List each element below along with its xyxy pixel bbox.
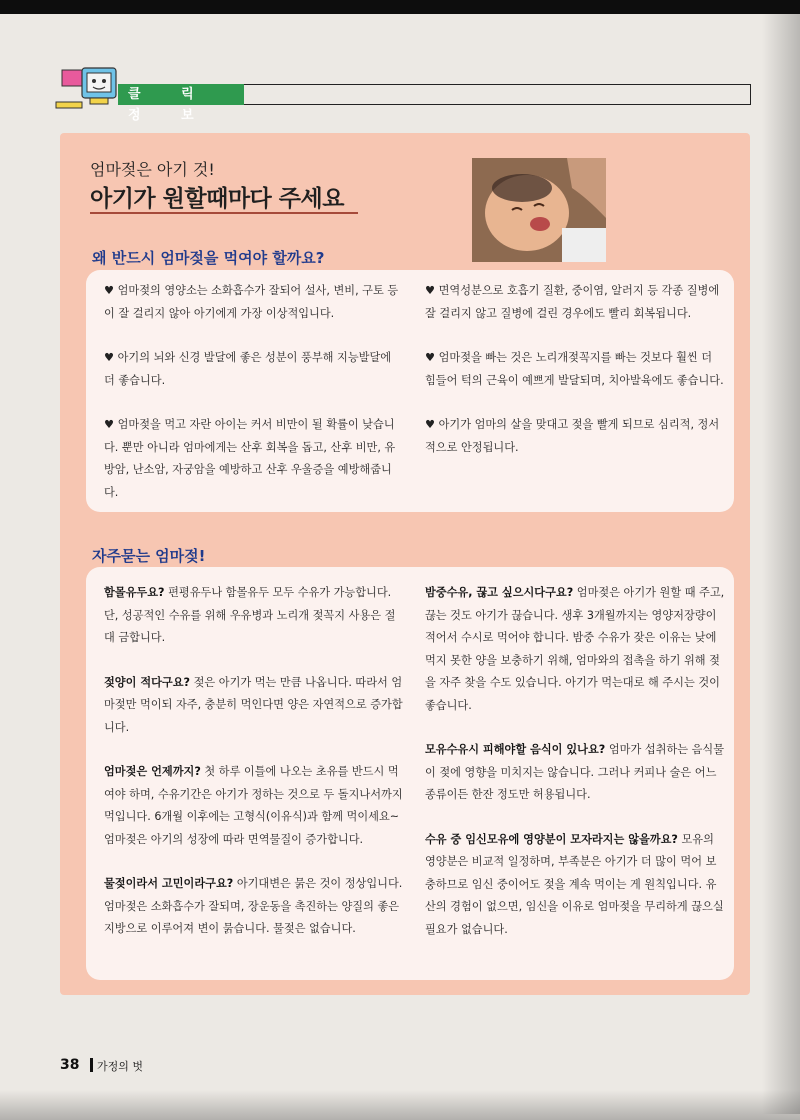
heart-icon: ♥: [104, 418, 115, 431]
heart-icon: ♥: [104, 284, 115, 297]
list-item: ♥ 엄마젖을 빠는 것은 노리개젖꼭지를 빠는 것보다 훨씬 더 힘들어 턱의 근육이 예쁘게 발달되며, 치아발육에도 좋습니다.: [425, 351, 724, 387]
faq-item: 수유 중 임신모유에 영양분이 모자라지는 않을까요? 모유의 영양분은 비교적 일정하며, 부족분은 아기가 더 많이 먹어 보충하므로 임신 중이어도 젖을 계속 먹이는 게 원칙입니다. 유산의 경험이 없으면, 임신을 이유로 엄마젖을 무리하게 끊으실 필요가 없습니다.: [425, 832, 724, 936]
heart-icon: ♥: [425, 284, 436, 297]
article-title: 아기가 원할때마다 주세요: [90, 186, 344, 212]
list-item: ♥ 엄마젖을 먹고 자란 아이는 커서 비만이 될 확률이 낮습니다. 뿐만 아니라 엄마에게는 산후 회복을 돕고, 산후 비만, 유방암, 난소암, 자궁암을 예방하고 산후 우울증을 예방해줍니다.: [104, 418, 396, 499]
list-item: ♥ 아기의 뇌와 신경 발달에 좋은 성분이 풍부해 지능발달에 더 좋습니다.: [104, 351, 392, 387]
section-faq-heading: 자주묻는 엄마젖!: [92, 547, 206, 565]
faq-item: 모유수유시 피해야할 음식이 있나요? 엄마가 섭취하는 음식물이 젖에 영향을 미치지는 않습니다. 그러나 커피나 술은 어느 종류이든 한잔 정도만 허용됩니다.: [425, 743, 725, 801]
baby-photo: [472, 158, 606, 262]
section-title: 클 릭 정 보: [118, 84, 244, 105]
list-item: ♥ 아기가 엄마의 살을 맞대고 젖을 빨게 되므로 심리적, 정서적으로 안정됩니다.: [425, 418, 720, 454]
list-item: ♥ 면역성분으로 호흡기 질환, 중이염, 알러지 등 각종 질병에 잘 걸리지 않고 질병에 걸린 경우에도 빨리 회복됩니다.: [425, 284, 720, 320]
page-number: 38: [60, 1057, 80, 1073]
page-gutter-shadow: [762, 14, 800, 1114]
heart-icon: ♥: [425, 418, 436, 431]
page-bottom-shadow: [0, 1090, 800, 1120]
scan-top-border: [0, 0, 800, 14]
heart-icon: ♥: [425, 351, 436, 364]
magazine-name: 가정의 벗: [97, 1060, 144, 1073]
section-why-heading: 왜 반드시 엄마젖을 먹여야 할까요?: [92, 249, 325, 267]
heart-icon: ♥: [104, 351, 115, 364]
faq-item: 물젖이라서 고민이라구요? 아기대변은 묽은 것이 정상입니다. 엄마젖은 소화흡수가 잘되며, 장운동을 촉진하는 양질의 좋은 지방으로 이루어져 변이 묽습니다. 물젖은 없습니다.: [104, 877, 403, 935]
faq-left-column: [104, 582, 404, 963]
faq-item: 함몰유두요? 편평유두나 함몰유두 모두 수유가 가능합니다. 단, 성공적인 수유를 위해 우유병과 노리개 젖꼭지 사용은 절대 금합니다.: [104, 586, 396, 644]
why-right-column: [425, 280, 725, 481]
list-item: ♥ 엄마젖의 영양소는 소화흡수가 잘되어 설사, 변비, 구토 등이 잘 걸리지 않아 아기에게 가장 이상적입니다.: [104, 284, 399, 320]
why-left-column: [104, 280, 404, 526]
computer-mascot-icon: [54, 64, 124, 112]
title-underline: [90, 212, 358, 214]
faq-right-column: [425, 582, 725, 963]
faq-item: 엄마젖은 언제까지? 첫 하루 이틀에 나오는 초유를 반드시 먹여야 하며, 수유기간은 아기가 정하는 것으로 두 돌지나서까지 먹입니다. 6개월 이후에는 고형식(이유식)과 함께 먹이세요~: [104, 765, 403, 823]
faq-item: 밤중수유, 끊고 싶으시다구요? 엄마젖은 아기가 원할 때 주고, 끊는 것도 아기가 끊습니다. 생후 3개월까지는 영양저장량이 적어서 수시로 먹어야 합니다. 밤중 수유가 잦은 이유는 낮에 먹지 못한 양을 보충하기 위해, 엄마와의 접촉을 하기 위해 젖을 자주 찾을 수도 있습니다. 아기가 먹는대로 해 주시는 것이 좋습니다.: [425, 586, 725, 712]
faq-item: 젖양이 적다구요? 젖은 아기가 먹는 만큼 나옵니다. 따라서 엄마젖만 먹이되 자주, 충분히 먹인다면 양은 자연적으로 증가합니다.: [104, 675, 403, 734]
faq-item-note: 엄마젖은 아기의 성장에 따라 면역물질이 증가합니다.: [104, 832, 364, 846]
article-subtitle: 엄마젖은 아기 것!: [90, 160, 215, 179]
footer-divider: [90, 1058, 93, 1072]
